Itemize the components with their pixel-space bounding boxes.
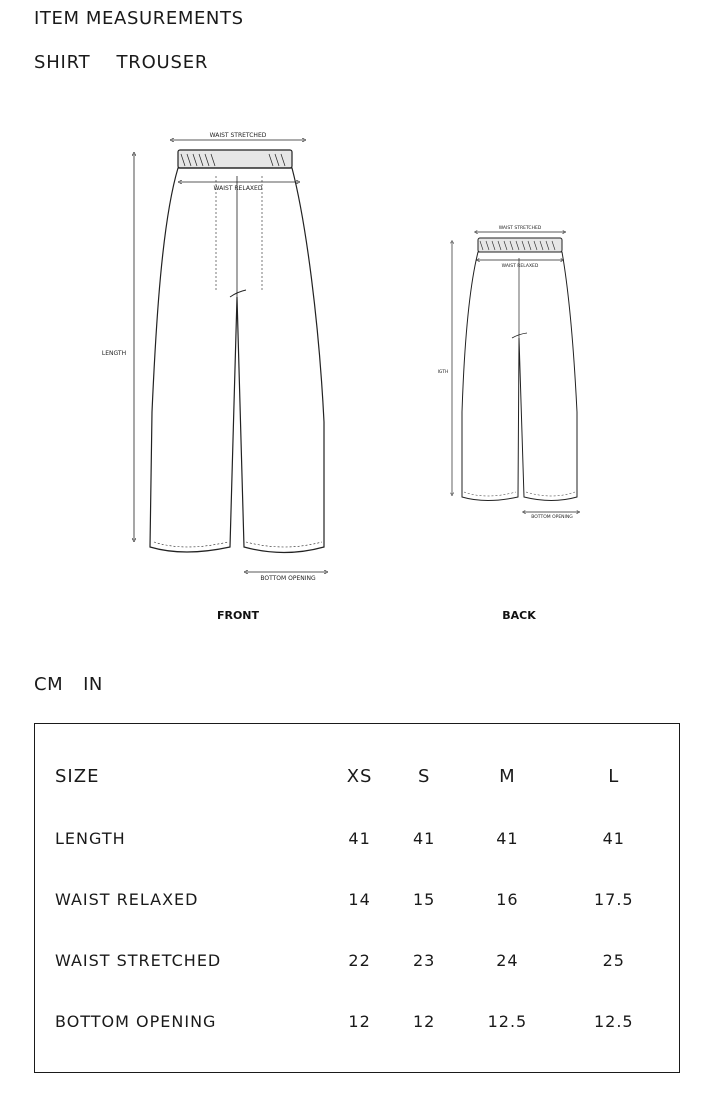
table-header-row <box>55 744 667 808</box>
table-cell: WAIST RELAXED <box>55 890 199 909</box>
front-trouser-illustration <box>150 150 324 553</box>
back-trouser-illustration <box>462 238 577 501</box>
front-waist-relaxed-label: WAIST RELAXED <box>213 185 263 192</box>
front-waist-stretched-label: WAIST STRETCHED <box>209 132 267 139</box>
table-cell: 22 <box>348 951 371 970</box>
table-cell: WAIST STRETCHED <box>55 951 222 970</box>
table-cell: 12 <box>413 1012 436 1031</box>
table-cell: 12 <box>348 1012 371 1031</box>
unit-in-button[interactable]: IN <box>83 674 103 695</box>
back-waist-stretched-label: WAIST STRETCHED <box>498 226 542 231</box>
front-view-label: FRONT <box>216 609 260 622</box>
measurement-diagram <box>34 92 654 642</box>
tab-shirt[interactable]: SHIRT <box>34 52 91 73</box>
table-row <box>55 808 667 869</box>
table-header-cell: L <box>608 765 620 787</box>
tab-trouser[interactable]: TROUSER <box>116 52 209 73</box>
size-table-container <box>34 723 680 1073</box>
unit-toggle <box>34 674 103 695</box>
table-row <box>55 869 667 930</box>
table-cell: 25 <box>602 951 625 970</box>
front-dimension-lines <box>134 140 326 572</box>
table-cell: 14 <box>348 890 371 909</box>
table-cell: 41 <box>413 829 436 848</box>
table-header-cell: M <box>499 765 516 787</box>
garment-tabs <box>34 52 208 73</box>
table-cell: 12.5 <box>593 1012 634 1031</box>
unit-cm-button[interactable]: CM <box>34 674 64 695</box>
table-row <box>55 991 667 1052</box>
table-header-cell: XS <box>346 765 373 787</box>
table-cell: 17.5 <box>593 890 634 909</box>
table-cell: 12.5 <box>487 1012 528 1031</box>
table-cell: LENGTH <box>55 829 126 848</box>
table-row <box>55 930 667 991</box>
table-cell: 41 <box>602 829 625 848</box>
table-header-cell: S <box>417 765 431 787</box>
table-cell: 41 <box>348 829 371 848</box>
front-bottom-opening-label: BOTTOM OPENING <box>260 575 316 582</box>
table-cell: 23 <box>413 951 436 970</box>
back-view-label: BACK <box>502 609 536 622</box>
table-header-cell: SIZE <box>55 765 100 787</box>
page-title: ITEM MEASUREMENTS <box>34 8 244 29</box>
back-waist-relaxed-label: WAIST RELAXED <box>501 264 539 269</box>
table-cell: 16 <box>496 890 519 909</box>
size-table <box>55 744 667 1052</box>
back-dimension-lines <box>452 232 578 512</box>
front-length-label: LENGTH <box>101 350 127 357</box>
back-length-label: IGTH <box>437 370 449 375</box>
back-bottom-opening-label: BOTTOM OPENING <box>531 515 573 520</box>
table-cell: 15 <box>413 890 436 909</box>
table-cell: 24 <box>496 951 519 970</box>
table-cell: BOTTOM OPENING <box>55 1012 217 1031</box>
table-cell: 41 <box>496 829 519 848</box>
